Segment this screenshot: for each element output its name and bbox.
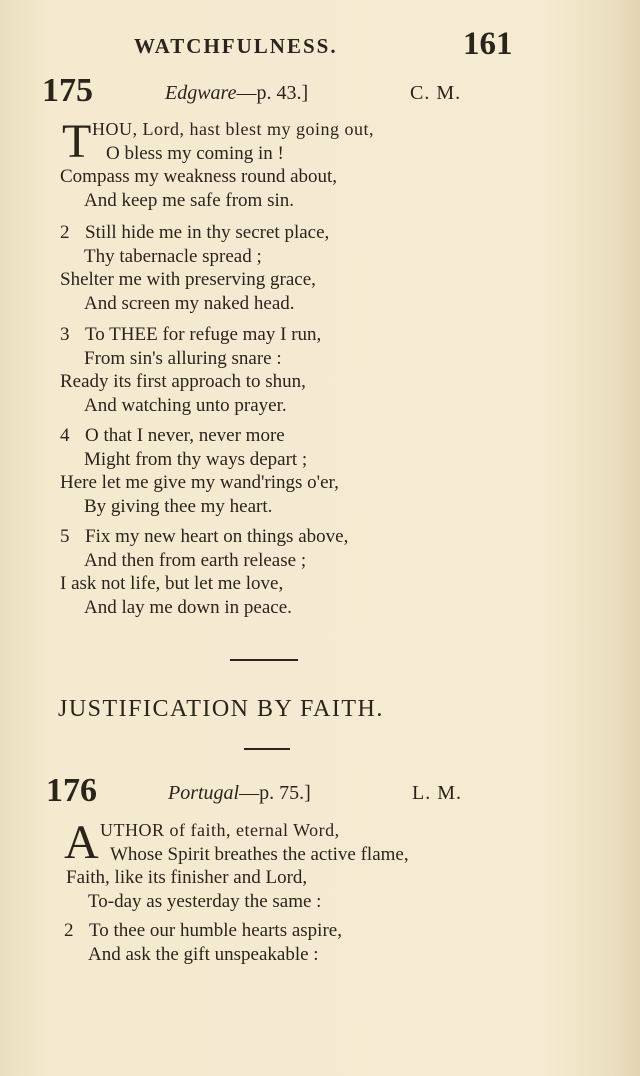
running-head [0, 28, 640, 68]
verse-line: Whose Spirit breathes the active flame, [110, 843, 409, 865]
stanza-number: 4 [60, 425, 70, 446]
hymn-175-stanza-5 [0, 525, 600, 619]
verse-line: Compass my weakness round about, [60, 166, 338, 187]
verse-line: O bless my coming in ! [106, 142, 284, 164]
section-title: JUSTIFICATION BY FAITH. [58, 696, 384, 722]
hymn-176-stanza-1 [0, 816, 600, 913]
hymn-number: 176 [46, 772, 97, 809]
verse-line: UTHOR of faith, eternal Word, [100, 820, 340, 840]
drop-cap: T [62, 115, 92, 168]
verse-line: Shelter me with preserving grace, [60, 269, 316, 290]
verse-line: HOU, Lord, hast blest my going out, [92, 119, 374, 139]
verse-line: Here let me give my wand'rings o'er, [60, 472, 339, 493]
meter: L. M. [412, 782, 462, 804]
drop-cap: A [64, 816, 99, 869]
hymn-175-stanza-4 [0, 424, 600, 518]
section-divider [244, 748, 290, 750]
tune-name: Portugal [168, 782, 240, 804]
verse-line: And ask the gift unspeakable : [88, 943, 319, 965]
verse-line: 3 To THEE for refuge may I run, [60, 324, 322, 345]
verse-line: 2 To thee our humble hearts aspire, [64, 920, 342, 941]
verse-line: And screen my naked head. [84, 292, 295, 314]
verse-line: And lay me down in peace. [84, 596, 292, 618]
hymn-175-stanza-2 [0, 221, 600, 315]
verse-line: And watching unto prayer. [84, 394, 287, 416]
stanza-number: 5 [60, 526, 70, 547]
verse-line: 2 Still hide me in thy secret place, [60, 222, 330, 243]
verse-line: To-day as yesterday the same : [88, 890, 322, 912]
hymn-175-heading [0, 72, 640, 116]
hymn-176-stanza-2 [0, 919, 600, 966]
page-number: 161 [463, 26, 513, 62]
hymn-175-stanza-1 [0, 115, 600, 212]
verse-line: By giving thee my heart. [84, 495, 273, 517]
verse-line: From sin's alluring snare : [84, 347, 282, 369]
running-head-title: WATCHFULNESS. [134, 34, 338, 58]
tune-page-ref: —p. 75.] [239, 782, 311, 804]
verse-line: Thy tabernacle spread ; [84, 245, 262, 267]
verse-line: And then from earth release ; [84, 549, 307, 571]
hymn-175-stanza-3 [0, 323, 600, 417]
verse-line: 5 Fix my new heart on things above, [60, 526, 349, 547]
verse-line: And keep me safe from sin. [84, 189, 294, 211]
verse-line: I ask not life, but let me love, [60, 573, 284, 594]
hymn-number: 175 [42, 72, 93, 109]
verse-line: Ready its first approach to shun, [60, 371, 306, 392]
hymn-176-heading [0, 772, 640, 816]
verse-line: Faith, like its finisher and Lord, [66, 867, 308, 888]
tune-page-ref: —p. 43.] [236, 82, 309, 104]
tune-reference [165, 82, 308, 105]
tune-name: Edgware [165, 82, 237, 104]
stanza-number: 2 [64, 920, 74, 941]
meter: C. M. [410, 82, 462, 104]
verse-line: Might from thy ways depart ; [84, 448, 308, 470]
verse-line: 4 O that I never, never more [60, 425, 285, 446]
tune-reference [168, 782, 311, 805]
stanza-number: 2 [60, 222, 70, 243]
stanza-number: 3 [60, 324, 70, 345]
section-divider [230, 659, 298, 661]
